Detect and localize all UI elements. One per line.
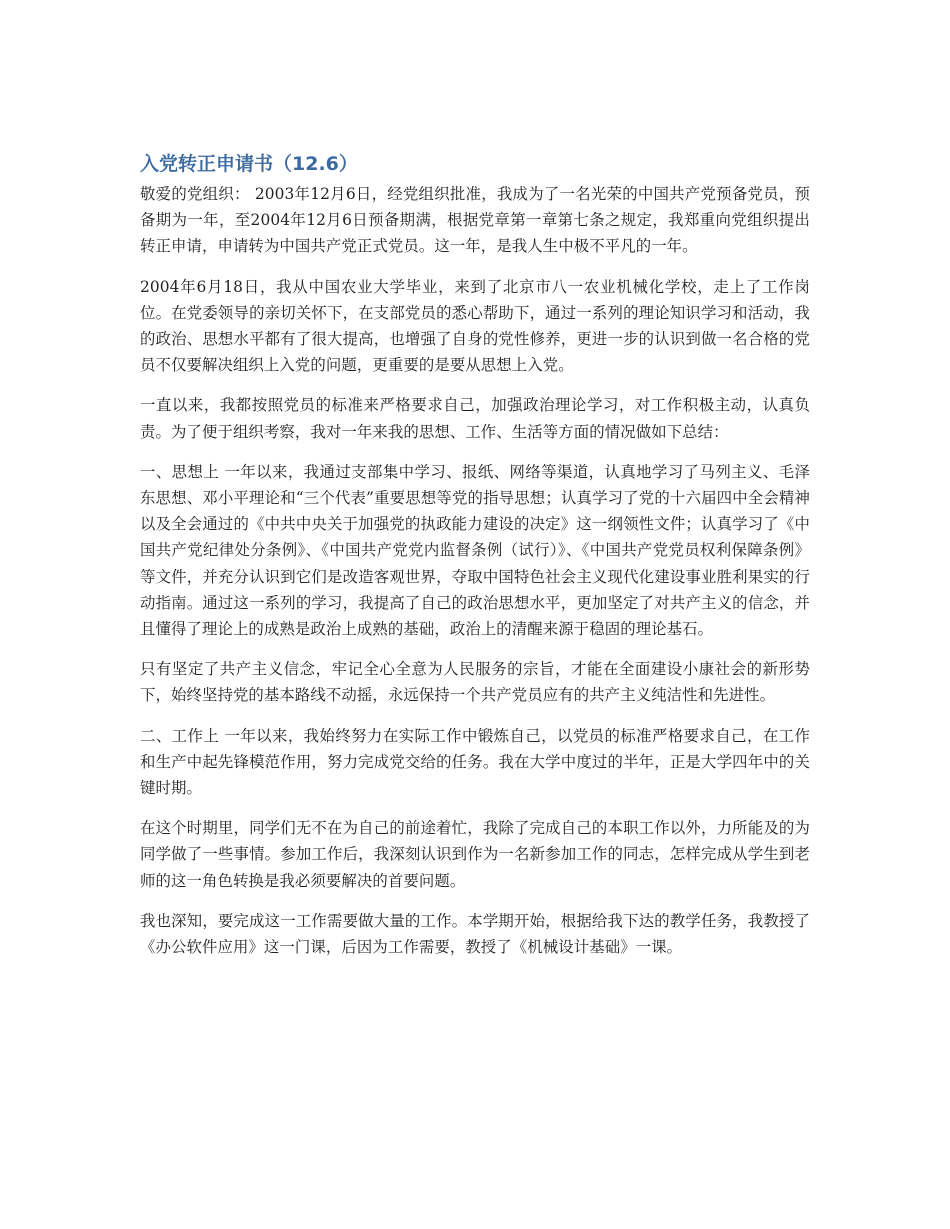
paragraph-intro: 敬爱的党组织： 2003年12月6日，经党组织批准，我成为了一名光荣的中国共产党预备党员，预备期为一年，至2004年12月6日预备期满，根据党章第一章第七条之规定，我郑重向党组织提出转正申请，申请转为中国共产党正式党员。这一年，是我人生中极不平凡的一年。 — [140, 185, 810, 256]
paragraph-graduation: 2004年6月18日，我从中国农业大学毕业，来到了北京市八一农业机械化学校，走上了工作岗位。在党委领导的亲切关怀下，在支部党员的悉心帮助下，通过一系列的理论知识学习和活动，我的政治、思想水平都有了很大提高，也增强了自身的党性修养，更进一步的认识到做一名合格的党员不仅要解决组织上入党的问题，更重要的是要从思想上入党。 — [140, 277, 810, 375]
paragraph-summary-intro: 一直以来，我都按照党员的标准来严格要求自己，加强政治理论学习，对工作积极主动，认真负责。为了便于组织考察，我对一年来我的思想、工作、生活等方面的情况做如下总结： — [140, 396, 810, 441]
paragraph-work: 二、工作上 一年以来，我始终努力在实际工作中锻炼自己，以党员的标准严格要求自己，在工作和生产中起先锋模范作用，努力完成党交给的任务。我在大学中度过的半年，正是大学四年中的关键时期。 — [140, 726, 810, 798]
document-title: 入党转正申请书（12.6） — [140, 153, 358, 175]
paragraph-belief: 只有坚定了共产主义信念，牢记全心全意为人民服务的宗旨，才能在全面建设小康社会的新形势下，始终坚持党的基本路线不动摇，永远保持一个共产党员应有的共产主义纯洁性和先进性。 — [140, 660, 810, 705]
paragraph-ideology: 一、思想上 一年以来，我通过支部集中学习、报纸、网络等渠道，认真地学习了马列主义、毛泽东思想、邓小平理论和“三个代表”重要思想等党的指导思想；认真学习了党的十六届四中全会精神以及全会通过的《中共中央关于加强党的执政能力建设的决定》这一纲领性文件；认真学习了《中国共产党纪律处分条例》、《中国共产党党内监督条例（试行）》、《中国共产党党员权利保障条例》等文件，并充分认识到它们是改造客观世界，夺取中国特色社会主义现代化建设事业胜利果实的行动指南。通过这一系列的学习，我提高了自己的政治思想水平，更加坚定了对共产主义的信念，并且懂得了理论上的成熟是政治上成熟的基础，政治上的清醒来源于稳固的理论基石。 — [140, 462, 810, 639]
document-page — [140, 148, 810, 974]
paragraph-teaching: 我也深知，要完成这一工作需要做大量的工作。本学期开始，根据给我下达的教学任务，我教授了《办公软件应用》这一门课，后因为工作需要，教授了《机械设计基础》一课。 — [140, 911, 810, 957]
paragraph-role-change: 在这个时期里，同学们无不在为自己的前途着忙，我除了完成自己的本职工作以外，力所能及的为同学做了一些事情。参加工作后，我深刻认识到作为一名新参加工作的同志，怎样完成从学生到老师的这一角色转换是我必须要解决的首要问题。 — [140, 819, 810, 890]
